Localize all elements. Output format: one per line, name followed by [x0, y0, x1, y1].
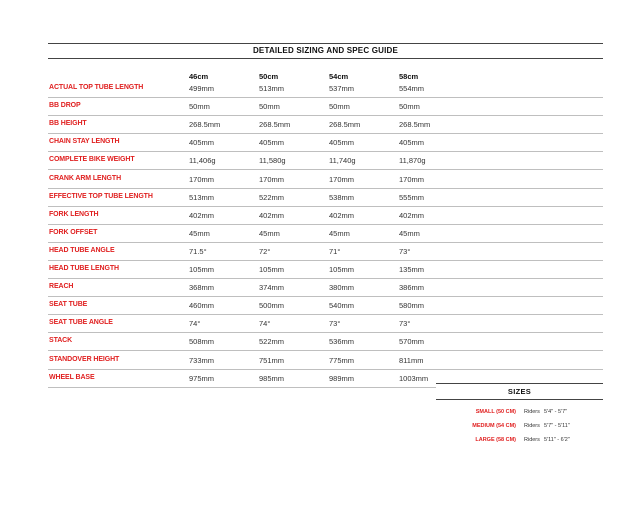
- spec-row: [48, 207, 603, 225]
- spec-value: 536mm: [329, 337, 355, 347]
- spec-label: SEAT TUBE: [49, 301, 88, 309]
- spec-value: 50mm: [329, 102, 350, 112]
- spec-value: 11,406g: [189, 156, 216, 166]
- spec-value: 71°: [329, 246, 341, 256]
- spec-row: [48, 297, 603, 315]
- spec-value: 554mm: [399, 84, 425, 93]
- sizes-title: SIZES: [507, 387, 532, 396]
- spec-value: 405mm: [189, 138, 215, 148]
- title-rule: [48, 58, 603, 59]
- spec-value: 402mm: [189, 210, 215, 220]
- spec-row: [48, 98, 603, 116]
- row-divider: [48, 387, 436, 388]
- spec-value: 386mm: [399, 283, 425, 293]
- spec-value: 11,870g: [399, 156, 426, 166]
- spec-row: [48, 171, 603, 189]
- spec-value: 105mm: [259, 265, 285, 274]
- spec-value: 540mm: [329, 301, 355, 311]
- spec-value: 402mm: [399, 210, 425, 220]
- page-title: DETAILED SIZING AND SPEC GUIDE: [252, 46, 399, 55]
- spec-value: 513mm: [259, 84, 285, 93]
- spec-value: 402mm: [329, 210, 355, 220]
- spec-value: 522mm: [259, 192, 285, 202]
- spec-value: 73°: [329, 319, 341, 329]
- riders-label: Riders: [524, 423, 540, 429]
- spec-label: SEAT TUBE ANGLE: [49, 319, 113, 327]
- column-header-54cm: 54cm: [329, 72, 349, 81]
- spec-value: 170mm: [329, 174, 355, 184]
- spec-value: 580mm: [399, 301, 425, 311]
- spec-value: 1003mm: [399, 373, 429, 383]
- spec-row: [48, 243, 603, 261]
- spec-value: 72°: [259, 246, 271, 256]
- size-label: SMALL (50 CM): [475, 409, 516, 415]
- spec-row: [48, 315, 603, 333]
- top-rule: [48, 43, 603, 44]
- spec-row: [48, 116, 603, 134]
- spec-value: 45mm: [329, 228, 350, 238]
- spec-value: 105mm: [189, 265, 215, 274]
- spec-row: [48, 189, 603, 207]
- spec-value: 508mm: [189, 337, 215, 347]
- spec-label: FORK OFFSET: [49, 228, 98, 236]
- rider-height-range: 5'11" - 6'2": [544, 437, 570, 443]
- spec-label: HEAD TUBE LENGTH: [49, 265, 119, 272]
- spec-value: 522mm: [259, 337, 285, 347]
- spec-value: 989mm: [329, 373, 355, 383]
- spec-value: 268.5mm: [399, 120, 431, 130]
- spec-value: 537mm: [329, 84, 355, 93]
- size-row-medium: [436, 423, 603, 435]
- spec-row: [48, 152, 603, 170]
- spec-value: 170mm: [189, 174, 215, 184]
- spec-value: 170mm: [399, 174, 425, 184]
- spec-value: 555mm: [399, 192, 425, 202]
- spec-row: [48, 370, 436, 388]
- spec-label: EFFECTIVE TOP TUBE LENGTH: [49, 192, 153, 200]
- spec-value: 405mm: [329, 138, 355, 148]
- spec-label: STANDOVER HEIGHT: [49, 355, 120, 363]
- spec-value: 751mm: [259, 355, 285, 365]
- spec-value: 733mm: [189, 355, 215, 365]
- spec-value: 170mm: [259, 174, 285, 184]
- spec-label: WHEEL BASE: [49, 373, 95, 381]
- rider-height-range: 5'7" - 5'11": [544, 423, 570, 429]
- spec-value: 975mm: [189, 373, 215, 383]
- sizes-title-rule: [436, 399, 603, 400]
- spec-row: [48, 225, 603, 243]
- spec-value: 45mm: [259, 228, 280, 238]
- spec-label: FORK LENGTH: [49, 210, 99, 218]
- spec-label: REACH: [49, 283, 74, 291]
- spec-value: 405mm: [259, 138, 285, 148]
- riders-label: Riders: [524, 409, 540, 415]
- size-label: LARGE (58 CM): [475, 437, 516, 443]
- sizes-top-rule: [436, 383, 603, 384]
- riders-label: Riders: [524, 437, 540, 443]
- spec-label: HEAD TUBE ANGLE: [49, 246, 115, 254]
- spec-row: [48, 333, 603, 351]
- spec-value: 368mm: [189, 283, 215, 293]
- spec-value: 268.5mm: [329, 120, 361, 130]
- spec-value: 11,580g: [259, 156, 286, 166]
- spec-row: [48, 352, 603, 370]
- column-header-50cm: 50cm: [259, 72, 279, 81]
- spec-value: 268.5mm: [189, 120, 221, 130]
- rider-height-range: 5'4" - 5'7": [544, 409, 568, 415]
- spec-row: [48, 279, 603, 297]
- column-header-58cm: 58cm: [399, 72, 419, 81]
- spec-value: 105mm: [329, 265, 355, 274]
- spec-value: 74°: [259, 319, 271, 329]
- spec-label: CHAIN STAY LENGTH: [49, 138, 120, 146]
- spec-row: [48, 261, 603, 279]
- spec-value: 135mm: [399, 265, 425, 274]
- spec-row: [48, 80, 603, 98]
- spec-value: 500mm: [259, 301, 285, 311]
- spec-value: 45mm: [189, 228, 210, 238]
- column-header-46cm: 46cm: [189, 72, 209, 81]
- size-row-large: [436, 437, 603, 449]
- spec-label: BB DROP: [49, 102, 81, 110]
- spec-value: 45mm: [399, 228, 420, 238]
- spec-value: 50mm: [259, 102, 280, 112]
- spec-value: 374mm: [259, 283, 285, 293]
- spec-value: 513mm: [189, 192, 215, 202]
- spec-value: 50mm: [399, 102, 420, 112]
- spec-value: 460mm: [189, 301, 215, 311]
- spec-value: 405mm: [399, 138, 425, 148]
- size-label: MEDIUM (54 CM): [472, 423, 516, 429]
- spec-value: 985mm: [259, 373, 285, 383]
- spec-value: 268.5mm: [259, 120, 291, 130]
- spec-label: BB HEIGHT: [49, 120, 87, 128]
- spec-value: 50mm: [189, 102, 210, 112]
- spec-label: COMPLETE BIKE WEIGHT: [49, 156, 135, 164]
- spec-value: 538mm: [329, 192, 355, 202]
- spec-value: 73°: [399, 319, 411, 329]
- spec-value: 811mm: [399, 355, 424, 365]
- spec-value: 380mm: [329, 283, 355, 293]
- spec-label: ACTUAL TOP TUBE LENGTH: [49, 84, 144, 91]
- size-row-small: [436, 409, 603, 421]
- spec-value: 402mm: [259, 210, 285, 220]
- spec-value: 73°: [399, 246, 411, 256]
- spec-label: STACK: [49, 337, 73, 345]
- spec-value: 11,740g: [329, 156, 356, 166]
- spec-value: 499mm: [189, 84, 215, 93]
- spec-value: 71.5°: [189, 246, 207, 256]
- spec-value: 74°: [189, 319, 201, 329]
- spec-value: 775mm: [329, 355, 355, 365]
- spec-label: CRANK ARM LENGTH: [49, 174, 122, 182]
- spec-value: 570mm: [399, 337, 425, 347]
- spec-row: [48, 134, 603, 152]
